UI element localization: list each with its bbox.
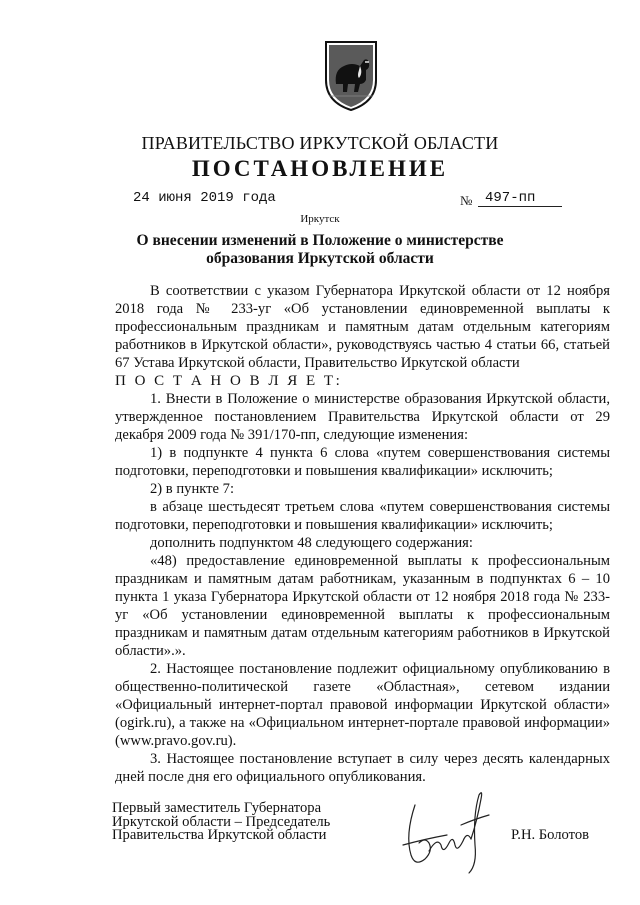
- document-date: 24 июня 2019 года: [133, 190, 276, 206]
- resolves-heading: П О С Т А Н О В Л Я Е Т:: [115, 373, 343, 389]
- signatory-position-line-3: Правительства Иркутской области: [112, 827, 327, 844]
- signatory-position-line-1: Первый заместитель Губернатора: [112, 800, 322, 816]
- clause-1-subitem-48: «48) предоставление единовременной выплаты к профессиональным праздникам и памятным датам работникам, указанным в подпунктах 6 – 10 пункта 1 указа Губернатора Иркутской области от 12 ноября 2018 года № 233-уг «Об установлении единовременной выплаты к профессиональным праздникам и памятным датам отдельным категориям работников в Иркутской области».».: [115, 553, 610, 659]
- document-title: О внесении изменений в Положение о министерстве образования Иркутской области: [136, 232, 504, 267]
- irkutsk-coat-of-arms-icon: [322, 40, 380, 112]
- document-type: ПОСТАНОВЛЕНИЕ: [191, 156, 449, 181]
- handwritten-signature-icon: [385, 785, 505, 880]
- document-city: Иркутск: [300, 213, 340, 225]
- signatory-position-line-2: Иркутской области – Председатель: [112, 813, 331, 830]
- clause-3: 3. Настоящее постановление вступает в силу через десять календарных дней после дня его официального опубликования.: [115, 751, 610, 785]
- clause-1-subitem-2-add: дополнить подпунктом 48 следующего содержания:: [150, 535, 473, 551]
- signatory-name: Р.Н. Болотов: [511, 827, 590, 843]
- clause-2: 2. Настоящее постановление подлежит официальному опубликованию в общественно-политической газете «Областная», сетевом издании «Официальный интернет-портал правовой информации Иркутской области» (ogirk.ru), а также на «Официальном интернет-портале правовой информации» (www.pravo.gov.ru).: [115, 661, 610, 749]
- clause-1-subitem-2: 2) в пункте 7:: [150, 481, 235, 497]
- government-name: ПРАВИТЕЛЬСТВО ИРКУТСКОЙ ОБЛАСТИ: [141, 133, 499, 153]
- preamble-paragraph: В соответствии с указом Губернатора Иркутской области от 12 ноября 2018 года № 233-уг «Об установлении единовременной выплаты к профессиональным праздникам и памятным датам отдельным категориям работников в Иркутской области», руководствуясь частью 4 статьи 66, статьей 67 Устава Иркутской области, Правительство Иркутской области: [115, 283, 610, 371]
- document-body: [115, 282, 610, 786]
- number-underline: [478, 206, 562, 207]
- clause-1-subitem-1: 1) в подпункте 4 пункта 6 слова «путем совершенствования системы подготовки, переподготовки и повышения квалификации» исключить;: [115, 445, 610, 479]
- number-sign: №: [460, 193, 473, 208]
- signatory-position: [112, 802, 330, 843]
- clause-1: 1. Внести в Положение о министерстве образования Иркутской области, утвержденное постановлением Правительства Иркутской области от 29 декабря 2009 года № 391/170-пп, следующие изменения:: [115, 391, 610, 443]
- document-number: 497-пп: [485, 190, 536, 206]
- clause-1-subitem-2-para-63: в абзаце шестьдесят третьем слова «путем совершенствования системы подготовки, переподготовки и повышения квалификации» исключить;: [115, 499, 610, 533]
